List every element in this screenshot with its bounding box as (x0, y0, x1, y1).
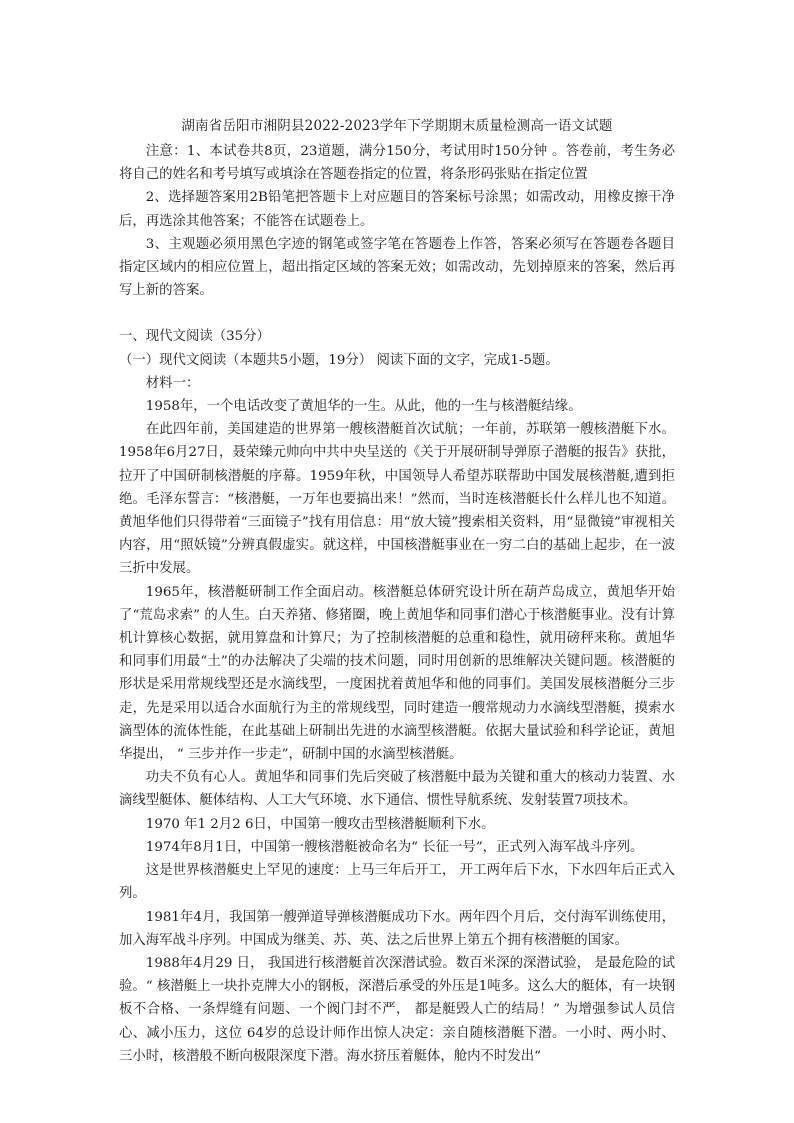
material-label: 材料一： (145, 375, 200, 391)
body-paragraph-4: 功夫不负有心人。黄旭华和同事们先后突破了核潜艇中最为关键和重大的核动力装置、水滴线型艇体、艇体结构、人工大气环境、水下通信、惯性导航系统、发射装置7项技术。 (119, 770, 675, 809)
document-title: 湖南省岳阳市湘阴县2022-2023学年下学期期末质量检测高一语文试题 (181, 118, 613, 134)
section-gap (119, 302, 675, 325)
exam-note-1: 注意：1、本试卷共8页，23道题，满分150分，考试用时150分钟 。答卷前，考生务必将自己的姓名和考号填写或填涂在答题卷指定的位置，将条形码张贴在指定位置 (119, 144, 675, 183)
body-paragraph-5: 1970 年1 2月2 6日，中国第一艘攻击型核潜艇顺利下水。 (145, 816, 495, 832)
document-body (119, 140, 675, 1068)
body-paragraph-6: 1974年8月1日，中国第一艘核潜艇被命名为“ 长征一号”，正式列入海军战斗序列。 (145, 839, 644, 855)
body-paragraph-1: 1958年，一个电话改变了黄旭华的一生。从此，他的一生与核潜艇结缘。 (145, 399, 582, 415)
subsection-heading: （一）现代文阅读（本题共5小题，19分） 阅读下面的文字，完成1-5题。 (119, 352, 559, 368)
body-paragraph-3: 1965年，核潜艇研制工作全面启动。核潜艇总体研究设计所在葫芦岛成立，黄旭华开始了“荒岛求索” 的人生。白天养猪、修猪圈，晚上黄旭华和同事们潜心于核潜艇事业。没有计算机计算核心数据，就用算盘和计算尺；为了控制核潜艇的总重和稳性，就用磅秤来称。黄旭华和同事们用最“土”的办法解决了尖端的技术问题，同时用创新的思维解决关键问题。核潜艇的形状是采用常规线型还是水滴线型，一度困扰着黄旭华和他的同事们。美国发展核潜艇分三步走，先是采用以适合水面航行为主的常规线型，同时建造一艘常规动力水滴线型潜艇，摸索水滴型体的流体性能，在此基础上研制出先进的水滴型核潜艇。依据大量试验和科学论证，黄旭华提出， “ 三步并作一步走”，研制中国的水滴型核潜艇。 (119, 584, 675, 763)
body-paragraph-9: 1988年4月29 日， 我国进行核潜艇首次深潜试验。数百米深的深潜试验， 是最危险的试验。“ 核潜艇上一块扑克牌大小的钢板，深潜后承受的外压是1吨多。这么大的艇体，有一块钢板不合格、一条焊缝有问题、一个阀门封不严， 都是艇毁人亡的结局！” 为增强参试人员信心、减小压力，这位 64岁的总设计师作出惊人决定：亲自随核潜艇下潜。一小时、两小时、三小时，核潜般不断向极限深度下潜。海水挤压着艇体，舱内不时发出“ (119, 955, 675, 1064)
section-heading: 一、现代文阅读（35分） (119, 329, 270, 345)
body-paragraph-2: 在此四年前，美国建造的世界第一艘核潜艇首次试航；一年前，苏联第一艘核潜艇下水。1958年6月27日，聂荣臻元帅向中共中央呈送的《关于开展研制导弹原子潜艇的报告》获批，拉开了中国研制核潜艇的序幕。1959年秋，中国领导人希望苏联帮助中国发展核潜艇,遭到拒绝。毛泽东誓言：“核潜艇，一万年也要搞出来！”然而，当时连核潜艇长什么样儿也不知道。黄旭华他们只得带着“三面镜子”找有用信息：用“放大镜”搜索相关资料，用“显微镜”审视相关内容，用“照妖镜”分辨真假虚实。就这样，中国核潜艇事业在一穷二白的基础上起步，在一波三折中发展。 (119, 422, 675, 577)
body-paragraph-8: 1981年4月，我国第一艘弹道导弹核潜艇成功下水。两年四个月后，交付海军训练使用，加入海军战斗序列。中国成为继美、苏、英、法之后世界上第五个拥有核潜艇的国家。 (119, 909, 675, 948)
body-paragraph-7: 这是世界核潜艇史上罕见的速度：上马三年后开工， 开工两年后下水，下水四年后正式入列。 (119, 863, 675, 902)
exam-note-2: 2、选择题答案用2B铅笔把答题卡上对应题目的答案标号涂黑；如需改动，用橡皮擦干净后，再选涂其他答案；不能答在试题卷上。 (119, 190, 675, 229)
exam-note-3: 3、主观题必须用黑色字迹的钢笔或签字笔在答题卷上作答，答案必须写在答题卷各题目指定区域内的相应位置上，超出指定区域的答案无效；如需改动，先划掉原来的答案，然后再写上新的答案。 (119, 236, 675, 299)
